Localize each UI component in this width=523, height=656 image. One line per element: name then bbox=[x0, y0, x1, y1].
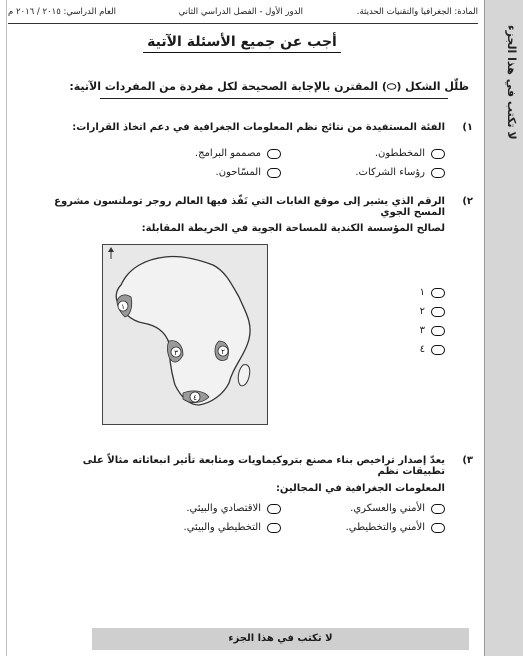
question-3-text-line2: المعلومات الجغرافية في المجالين: bbox=[275, 483, 445, 494]
q1-option-a[interactable] bbox=[375, 148, 445, 159]
answer-oval-icon[interactable] bbox=[267, 523, 281, 533]
question-2-text-line2: لصالح المؤسسة الكندية للمساحة الجوية في الخريطة المقابلة: bbox=[141, 223, 445, 234]
option-label: رؤساء الشركات. bbox=[355, 167, 425, 178]
option-label: المسّاحون. bbox=[215, 167, 261, 178]
answer-oval-icon[interactable] bbox=[431, 523, 445, 533]
answer-oval-icon[interactable] bbox=[431, 307, 445, 317]
header-term: الدور الأول - الفصل الدراسي الثاني bbox=[178, 7, 303, 17]
instruction: ظلّل الشكل (⬭) المقترن بالإجابة الصحيحة لكل مفردة من المفردات الآتية: bbox=[69, 80, 469, 93]
option-label: التخطيطي والبيئي. bbox=[183, 522, 261, 533]
africa-outline bbox=[116, 256, 250, 405]
question-2-number: ٢) bbox=[462, 196, 473, 207]
option-label: الأمني والعسكري. bbox=[350, 503, 425, 514]
madagascar-outline bbox=[238, 365, 250, 386]
option-label: ٤ bbox=[419, 344, 425, 355]
exam-header bbox=[8, 7, 478, 21]
footer-note: لا تكتب في هذا الجزء bbox=[92, 628, 469, 650]
option-label: ١ bbox=[419, 287, 425, 298]
answer-oval-icon[interactable] bbox=[431, 149, 445, 159]
north-arrow-head bbox=[108, 247, 114, 252]
answer-oval-icon[interactable] bbox=[431, 168, 445, 178]
answer-oval-icon[interactable] bbox=[431, 504, 445, 514]
map-marker-2 bbox=[218, 346, 228, 356]
answer-oval-icon[interactable] bbox=[431, 326, 445, 336]
page-border bbox=[6, 0, 7, 656]
q3-option-d[interactable] bbox=[184, 522, 281, 533]
q1-option-d[interactable] bbox=[216, 167, 281, 178]
answer-oval-icon[interactable] bbox=[431, 345, 445, 355]
q2-option-3[interactable] bbox=[420, 325, 445, 336]
map-label-2: ٢ bbox=[221, 348, 225, 356]
option-label: ٣ bbox=[419, 325, 425, 336]
map-label-1: ١ bbox=[121, 303, 125, 311]
page-title-text: أجب عن جميع الأسئلة الآتية bbox=[143, 34, 341, 53]
q2-option-2[interactable] bbox=[420, 306, 445, 317]
question-3-number: ٣) bbox=[462, 455, 473, 466]
q2-option-1[interactable] bbox=[420, 287, 445, 298]
page-title bbox=[0, 34, 484, 50]
q1-option-c[interactable] bbox=[355, 167, 445, 178]
header-divider bbox=[8, 23, 478, 24]
map-label-4: ٤ bbox=[193, 394, 197, 402]
map-marker-1 bbox=[118, 301, 128, 311]
instruction-underline bbox=[100, 98, 448, 99]
map-label-3: ٣ bbox=[174, 349, 178, 357]
answer-oval-icon[interactable] bbox=[267, 168, 281, 178]
answer-oval-icon[interactable] bbox=[267, 149, 281, 159]
header-year: العام الدراسي: ٢٠١٥ / ٢٠١٦ م bbox=[8, 7, 117, 17]
side-note: لا تكتب في هذا الجزء bbox=[505, 25, 518, 140]
option-label: الاقتصادي والبيئي. bbox=[186, 503, 261, 514]
answer-oval-icon[interactable] bbox=[431, 288, 445, 298]
header-subject: المادة: الجغرافيا والتقنيات الحديثة. bbox=[356, 7, 478, 17]
question-1-text: الفئة المستفيدة من نتائج نظم المعلومات الجغرافية في دعم اتخاذ القرارات: bbox=[72, 122, 445, 133]
answer-oval-icon[interactable] bbox=[267, 504, 281, 514]
africa-map-svg bbox=[103, 245, 267, 424]
option-label: ٢ bbox=[419, 306, 425, 317]
q3-option-a[interactable] bbox=[350, 503, 445, 514]
q3-option-b[interactable] bbox=[186, 503, 281, 514]
question-1-number: ١) bbox=[462, 122, 473, 133]
question-1 bbox=[72, 122, 473, 133]
question-3-text-line1: يعدّ إصدار تراخيص بناء مصنع بتروكيماويات ومتابعة تأثير انبعاثاته مثالاً على تطبيقات نظم bbox=[82, 455, 445, 477]
question-3 bbox=[45, 455, 473, 494]
map-marker-3 bbox=[171, 347, 181, 357]
option-label: المخططون. bbox=[374, 148, 425, 159]
option-label: الأمني والتخطيطي. bbox=[345, 522, 425, 533]
q3-option-c[interactable] bbox=[346, 522, 445, 533]
q1-option-b[interactable] bbox=[195, 148, 281, 159]
option-label: مصممو البرامج. bbox=[194, 148, 261, 159]
map-marker-4 bbox=[190, 392, 200, 402]
q2-option-4[interactable] bbox=[420, 344, 445, 355]
question-2 bbox=[50, 196, 473, 234]
africa-map bbox=[102, 244, 268, 425]
question-2-text-line1: الرقم الذي يشير إلى موقع الغابات التي نَفّذ فيها العالم روجر توملنسون مشروع المسح الجوي bbox=[54, 196, 445, 218]
